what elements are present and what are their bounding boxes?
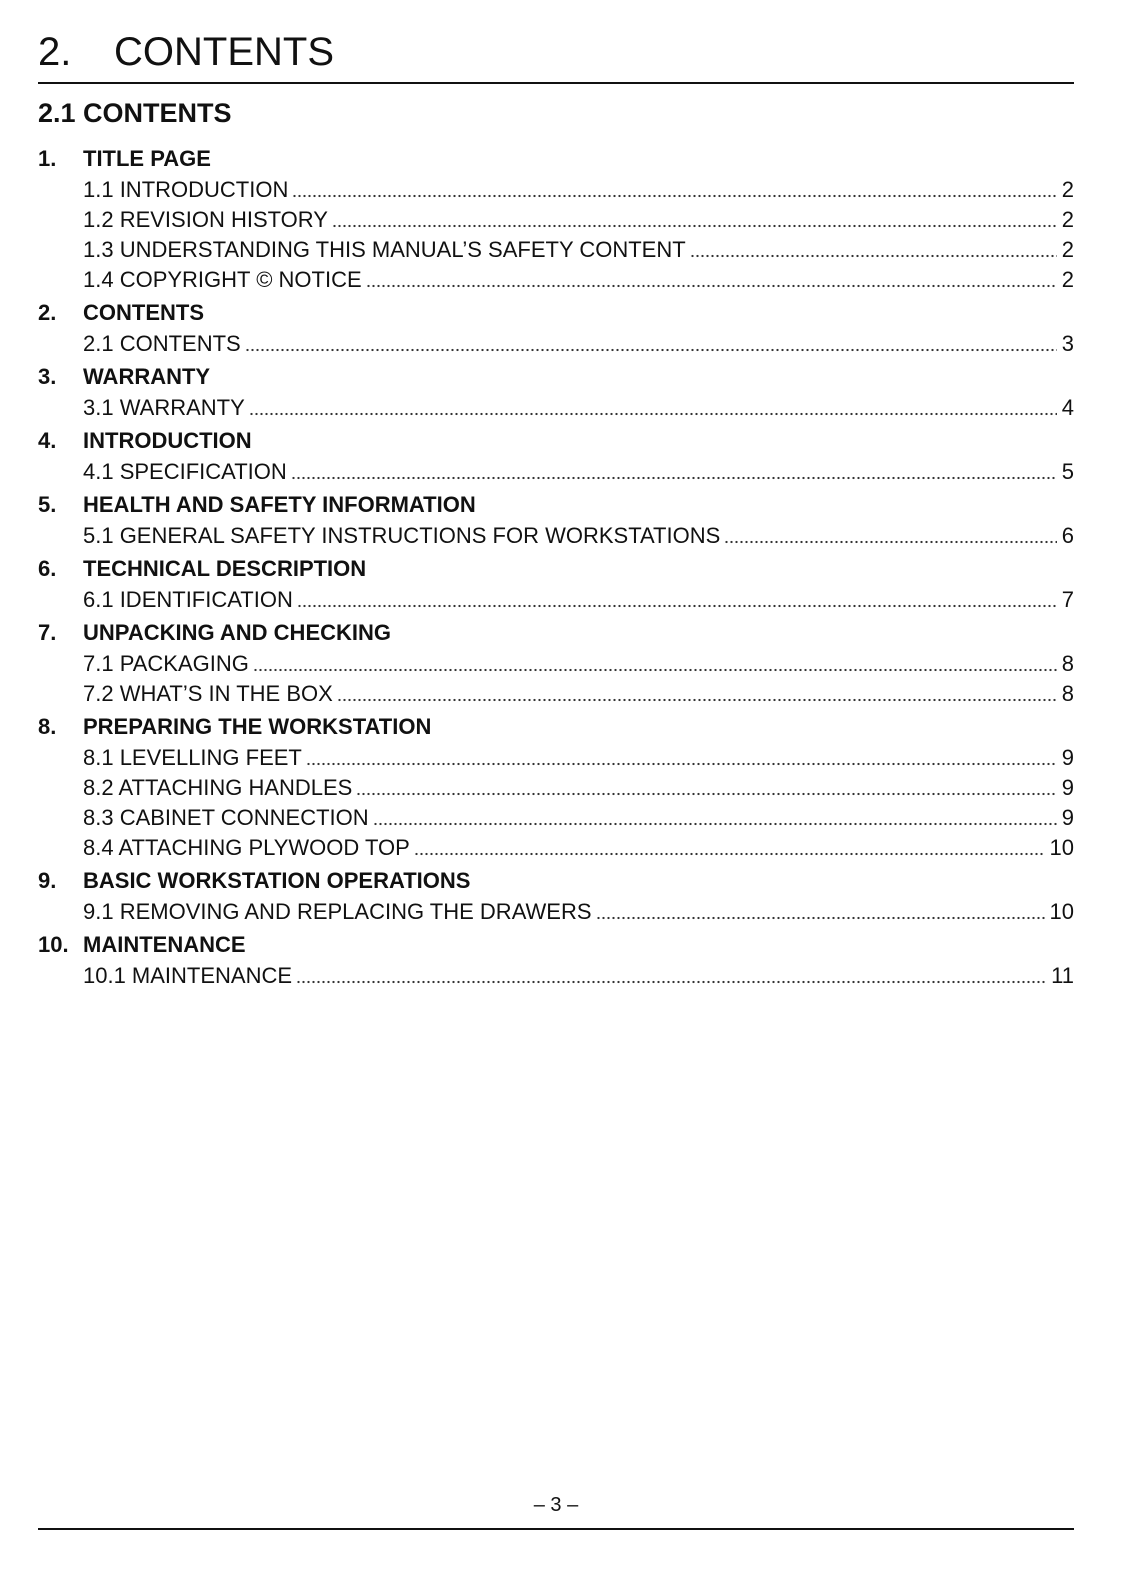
toc-entry-title: 2.1 CONTENTS bbox=[83, 331, 241, 356]
toc-entry-title: 3.1 WARRANTY bbox=[83, 395, 245, 420]
toc-chapter bbox=[38, 554, 1074, 585]
toc-entry-title: 8.3 CABINET CONNECTION bbox=[83, 805, 369, 830]
toc-entry-title: 10.1 MAINTENANCE bbox=[83, 963, 293, 988]
toc-entry-page-number: 9 bbox=[1061, 775, 1074, 800]
toc-entry-title: 5.1 GENERAL SAFETY INSTRUCTIONS FOR WORKSTATIONS bbox=[83, 523, 721, 548]
chapter-number: 6. bbox=[38, 556, 57, 581]
toc-entry[interactable] bbox=[83, 457, 1074, 487]
table-of-contents bbox=[38, 144, 1074, 991]
page-number: – 3 – bbox=[533, 1494, 579, 1516]
toc-entry-title: 7.1 PACKAGING bbox=[83, 651, 249, 676]
toc-entry-title: 6.1 IDENTIFICATION bbox=[83, 587, 293, 612]
dot-leader bbox=[690, 254, 1057, 258]
dot-leader bbox=[366, 284, 1057, 288]
toc-chapter bbox=[38, 930, 1074, 961]
toc-chapter bbox=[38, 712, 1074, 743]
dot-leader bbox=[296, 980, 1046, 984]
dot-leader bbox=[291, 476, 1057, 480]
toc-entry[interactable] bbox=[83, 803, 1074, 833]
dot-leader bbox=[373, 822, 1057, 826]
chapter-title[interactable]: WARRANTY bbox=[83, 364, 211, 389]
dot-leader bbox=[249, 412, 1057, 416]
toc-entry[interactable] bbox=[83, 175, 1074, 205]
chapter-title[interactable]: HEALTH AND SAFETY INFORMATION bbox=[83, 492, 476, 517]
chapter-title[interactable]: BASIC WORKSTATION OPERATIONS bbox=[83, 868, 471, 893]
dot-leader bbox=[332, 224, 1057, 228]
dot-leader bbox=[356, 792, 1056, 796]
toc-entry[interactable] bbox=[83, 897, 1074, 927]
chapter-title[interactable]: UNPACKING AND CHECKING bbox=[83, 620, 391, 645]
toc-entry-page-number: 2 bbox=[1061, 237, 1074, 262]
toc-entry-title: 1.3 UNDERSTANDING THIS MANUAL’S SAFETY CONTENT bbox=[83, 237, 686, 262]
dot-leader bbox=[292, 194, 1056, 198]
toc-chapter bbox=[38, 298, 1074, 329]
toc-entry[interactable] bbox=[83, 393, 1074, 423]
chapter-number: 8. bbox=[38, 714, 57, 739]
toc-entry[interactable] bbox=[83, 235, 1074, 265]
chapter-number: 7. bbox=[38, 620, 57, 645]
chapter-title[interactable]: TECHNICAL DESCRIPTION bbox=[83, 556, 367, 581]
toc-entry[interactable] bbox=[83, 743, 1074, 773]
toc-entry-page-number: 4 bbox=[1061, 395, 1074, 420]
dot-leader bbox=[245, 348, 1057, 352]
toc-entry-page-number: 3 bbox=[1061, 331, 1074, 356]
toc-entry-title: 8.1 LEVELLING FEET bbox=[83, 745, 302, 770]
chapter-number: 3. bbox=[38, 364, 57, 389]
section-title: 2.1 CONTENTS bbox=[38, 98, 232, 128]
chapter-title: CONTENTS bbox=[114, 30, 334, 74]
dot-leader bbox=[724, 540, 1056, 544]
toc-entry[interactable] bbox=[83, 205, 1074, 235]
toc-entry[interactable] bbox=[83, 649, 1074, 679]
chapter-number: 10. bbox=[38, 932, 69, 957]
chapter-title[interactable]: INTRODUCTION bbox=[83, 428, 252, 453]
dot-leader bbox=[596, 916, 1045, 920]
toc-entry-page-number: 9 bbox=[1061, 745, 1074, 770]
footer-rule bbox=[38, 1528, 1074, 1530]
chapter-number: 2. bbox=[38, 30, 72, 74]
toc-entry-page-number: 11 bbox=[1051, 963, 1074, 988]
chapter-number: 9. bbox=[38, 868, 57, 893]
toc-entry-page-number: 7 bbox=[1061, 587, 1074, 612]
dot-leader bbox=[297, 604, 1057, 608]
toc-entry[interactable] bbox=[83, 521, 1074, 551]
chapter-title[interactable]: CONTENTS bbox=[83, 300, 204, 325]
toc-entry-page-number: 2 bbox=[1061, 177, 1074, 202]
toc-chapter bbox=[38, 362, 1074, 393]
toc-entry-page-number: 6 bbox=[1061, 523, 1074, 548]
toc-entry-page-number: 10 bbox=[1049, 899, 1074, 924]
dot-leader bbox=[414, 852, 1045, 856]
toc-entry[interactable] bbox=[83, 833, 1074, 863]
chapter-number: 2. bbox=[38, 300, 57, 325]
toc-chapter bbox=[38, 426, 1074, 457]
chapter-number: 1. bbox=[38, 146, 57, 171]
toc-entry-page-number: 9 bbox=[1061, 805, 1074, 830]
toc-entry-page-number: 8 bbox=[1061, 651, 1074, 676]
toc-chapter bbox=[38, 490, 1074, 521]
toc-entry-title: 4.1 SPECIFICATION bbox=[83, 459, 287, 484]
chapter-number: 4. bbox=[38, 428, 57, 453]
toc-entry-title: 1.4 COPYRIGHT © NOTICE bbox=[83, 267, 362, 292]
dot-leader bbox=[337, 698, 1057, 702]
toc-entry-page-number: 2 bbox=[1061, 207, 1074, 232]
toc-entry-page-number: 8 bbox=[1061, 681, 1074, 706]
toc-entry[interactable] bbox=[83, 961, 1074, 991]
toc-entry-title: 9.1 REMOVING AND REPLACING THE DRAWERS bbox=[83, 899, 592, 924]
chapter-title[interactable]: MAINTENANCE bbox=[83, 932, 246, 957]
page-header bbox=[38, 26, 1074, 84]
toc-entry[interactable] bbox=[83, 585, 1074, 615]
toc-chapter bbox=[38, 866, 1074, 897]
chapter-title[interactable]: PREPARING THE WORKSTATION bbox=[83, 714, 432, 739]
toc-entry-page-number: 5 bbox=[1061, 459, 1074, 484]
toc-chapter bbox=[38, 144, 1074, 175]
toc-entry[interactable] bbox=[83, 329, 1074, 359]
toc-entry[interactable] bbox=[83, 773, 1074, 803]
toc-entry-page-number: 2 bbox=[1061, 267, 1074, 292]
toc-entry-title: 8.4 ATTACHING PLYWOOD TOP bbox=[83, 835, 410, 860]
dot-leader bbox=[306, 762, 1057, 766]
toc-entry-title: 8.2 ATTACHING HANDLES bbox=[83, 775, 353, 800]
page-footer bbox=[38, 1494, 1074, 1530]
toc-entry[interactable] bbox=[83, 679, 1074, 709]
toc-chapter bbox=[38, 618, 1074, 649]
toc-entry-page-number: 10 bbox=[1049, 835, 1074, 860]
page-title bbox=[38, 30, 334, 75]
toc-entry[interactable] bbox=[83, 265, 1074, 295]
chapter-number: 5. bbox=[38, 492, 57, 517]
toc-entry-title: 7.2 WHAT’S IN THE BOX bbox=[83, 681, 333, 706]
chapter-title[interactable]: TITLE PAGE bbox=[83, 146, 211, 171]
toc-entry-title: 1.2 REVISION HISTORY bbox=[83, 207, 328, 232]
toc-entry-title: 1.1 INTRODUCTION bbox=[83, 177, 289, 202]
dot-leader bbox=[253, 668, 1057, 672]
